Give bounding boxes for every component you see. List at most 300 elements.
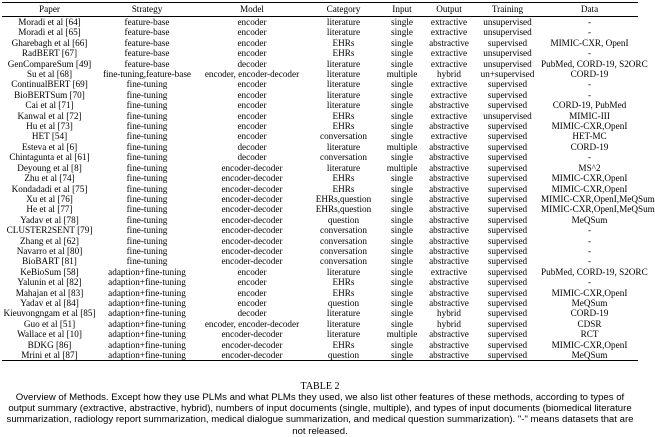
cell-model: encoder [237, 297, 267, 308]
table-row [2, 111, 638, 121]
cell-model: encoder [237, 266, 267, 277]
header-output: Output [424, 3, 474, 17]
cell-training: supervised [487, 121, 528, 132]
cell-input: single [391, 37, 413, 48]
cell-category: conversation [320, 256, 367, 267]
cell-data: MIMIC-CXR,OpenI,MeQSum [541, 193, 655, 204]
cell-data: - [587, 89, 592, 100]
cell-model: encoder-decoder [221, 245, 283, 256]
cell-training: un+supervised [480, 69, 535, 80]
cell-category: EHRs [332, 339, 355, 350]
cell-strategy: fine-tuning [126, 152, 168, 163]
cell-output: abstractive [429, 141, 469, 152]
cell-model: encoder [237, 48, 267, 59]
cell-strategy: adaption+fine-tuning [108, 329, 186, 340]
cell-model: decoder [237, 152, 267, 163]
cell-training: supervised [487, 214, 528, 225]
table-row [2, 131, 638, 141]
cell-output: abstractive [429, 173, 469, 184]
cell-paper: BDKG [86] [27, 339, 72, 350]
cell-paper: Mahajan et al [83] [15, 287, 84, 298]
cell-paper: Chintagunta et al [61] [9, 152, 90, 163]
cell-model: encoder [237, 100, 267, 111]
cell-paper: Yadav et al [84] [20, 297, 79, 308]
cell-model: encoder-decoder [221, 204, 283, 215]
cell-data: - [587, 277, 592, 288]
cell-model: encoder-decoder [221, 225, 283, 236]
table-header-row [2, 3, 638, 17]
cell-model: encoder-decoder [221, 183, 283, 194]
cell-output: abstractive [429, 256, 469, 267]
cell-model: encoder-decoder [221, 329, 283, 340]
cell-category: literature [326, 58, 361, 69]
cell-training: supervised [487, 162, 528, 173]
cell-paper: He et al [77] [26, 204, 73, 215]
table-row [2, 184, 638, 194]
cell-strategy: fine-tuning [126, 110, 168, 121]
cell-category: EHRs [332, 277, 355, 288]
table-row [2, 173, 638, 183]
cell-input: single [391, 121, 413, 132]
cell-training: unsupervised [483, 110, 532, 121]
cell-paper: Mrini et al [87] [2, 350, 97, 361]
cell-strategy: fine-tuning [126, 173, 168, 184]
cell-paper: CLUSTER2SENT [79] [6, 225, 93, 236]
table-row [2, 236, 638, 246]
cell-data: HET-MC [572, 131, 607, 142]
cell-paper: Moradi et al [64] [18, 17, 81, 27]
cell-category: EHRs [332, 287, 355, 298]
cell-category: conversation [320, 131, 367, 142]
cell-model: encoder-decoder [221, 339, 283, 350]
cell-output: abstractive [429, 37, 469, 48]
cell-training: supervised [487, 152, 528, 163]
cell-data: - [587, 27, 592, 38]
cell-category: EHRs,question [315, 193, 372, 204]
table-row [2, 298, 638, 308]
cell-data: PubMed, CORD-19, S2ORC [541, 58, 648, 69]
header-model: Model [197, 3, 307, 17]
table-row [2, 48, 638, 58]
cell-paper: Gharebagh et al [66] [11, 37, 88, 48]
table-row [2, 350, 638, 361]
cell-data: MS^2 [578, 162, 601, 173]
cell-category: literature [326, 79, 361, 90]
cell-model: encoder [237, 27, 267, 38]
cell-data: MIMIC-CXR,OpenI [551, 183, 628, 194]
cell-input: single [391, 287, 413, 298]
cell-output: abstractive [429, 183, 469, 194]
cell-model: encoder [237, 79, 267, 90]
cell-strategy: fine-tuning [126, 256, 168, 267]
cell-training: supervised [487, 37, 528, 48]
cell-strategy: fine-tuning [126, 225, 168, 236]
cell-training: supervised [487, 204, 528, 215]
cell-paper: GenCompareSum [49] [7, 58, 92, 69]
cell-output: extractive [430, 131, 468, 142]
cell-output: abstractive [429, 204, 469, 215]
cell-training: unsupervised [483, 48, 532, 59]
cell-training: supervised [487, 100, 528, 111]
cell-output: abstractive [429, 277, 469, 288]
cell-data: - [587, 48, 592, 59]
cell-category: EHRs [332, 110, 355, 121]
cell-training: supervised [487, 183, 528, 194]
cell-input: single [391, 339, 413, 350]
cell-category: literature [326, 329, 361, 340]
cell-training: supervised [487, 193, 528, 204]
cell-data: MIMIC-CXR,OpenI,MeQSum [541, 204, 655, 215]
cell-data: PubMed, CORD-19, S2ORC [541, 266, 648, 277]
cell-category: conversation [320, 245, 367, 256]
cell-category: conversation [320, 225, 367, 236]
cell-category: literature [326, 141, 361, 152]
cell-training: supervised [487, 277, 528, 288]
cell-training: supervised [487, 256, 528, 267]
table-row [2, 246, 638, 256]
cell-training: supervised [487, 141, 528, 152]
cell-training: supervised [487, 266, 528, 277]
cell-data: MeQSum [571, 214, 608, 225]
cell-output: abstractive [429, 162, 469, 173]
cell-training: supervised [474, 350, 541, 361]
cell-strategy: fine-tuning [126, 79, 168, 90]
cell-category: literature [326, 27, 361, 38]
cell-input: single [391, 245, 413, 256]
header-category: Category [307, 3, 380, 17]
table-row [2, 329, 638, 339]
cell-model: encoder [237, 277, 267, 288]
table-row [2, 152, 638, 162]
table-row [2, 204, 638, 214]
cell-category: question [307, 350, 380, 361]
table-row [2, 256, 638, 266]
table-row [2, 225, 638, 235]
cell-data: MIMIC-CXR,OpenI [551, 287, 628, 298]
cell-output: abstractive [424, 350, 474, 361]
cell-model: encoder-decoder [197, 350, 307, 361]
cell-data: - [587, 256, 592, 267]
cell-output: abstractive [429, 329, 469, 340]
cell-paper: Moradi et al [65] [18, 27, 81, 38]
cell-paper: Yadav et al [78] [20, 214, 79, 225]
table-row [2, 100, 638, 110]
cell-training: supervised [487, 225, 528, 236]
cell-training: supervised [487, 287, 528, 298]
table-row [2, 163, 638, 173]
cell-output: abstractive [429, 225, 469, 236]
cell-category: literature [326, 266, 361, 277]
table-body [2, 17, 655, 361]
cell-category: conversation [320, 152, 367, 163]
table-row [2, 142, 638, 152]
cell-output: extractive [430, 89, 468, 100]
cell-strategy: fine-tuning [126, 245, 168, 256]
table-row [2, 340, 638, 350]
table-row [2, 267, 638, 277]
cell-category: literature [326, 318, 361, 329]
cell-training: supervised [487, 308, 528, 319]
cell-output: hybrid [437, 308, 461, 319]
cell-model: encoder-decoder [221, 214, 283, 225]
cell-input: single [391, 100, 413, 111]
cell-paper: Zhang et al [62] [20, 235, 79, 246]
cell-paper: ContinualBERT [69] [11, 79, 88, 90]
cell-training: supervised [487, 245, 528, 256]
cell-training: supervised [487, 79, 528, 90]
cell-data: CDSR [577, 318, 602, 329]
cell-data: RCT [580, 329, 599, 340]
cell-strategy: adaption+fine-tuning [108, 339, 186, 350]
cell-paper: Su et al [68] [26, 69, 73, 80]
cell-input: single [391, 235, 413, 246]
cell-data: - [587, 235, 592, 246]
cell-input: single [391, 308, 413, 319]
cell-data: - [587, 79, 592, 90]
table-row [2, 38, 638, 48]
cell-output: extractive [430, 266, 468, 277]
cell-category: literature [326, 17, 361, 27]
cell-data: MIMIC-III [569, 110, 610, 121]
cell-input: single [391, 17, 413, 27]
cell-output: abstractive [429, 121, 469, 132]
cell-strategy: fine-tuning [126, 141, 168, 152]
cell-input: single [391, 27, 413, 38]
cell-paper: Wallace et al [10] [17, 329, 82, 340]
cell-input: single [391, 58, 413, 69]
cell-data: MIMIC-CXR,OpenI [551, 121, 628, 132]
cell-category: literature [326, 308, 361, 319]
cell-strategy: fine-tuning [126, 121, 168, 132]
cell-paper: RadBERT [67] [21, 48, 78, 59]
cell-output: abstractive [429, 339, 469, 350]
cell-input: multiple [386, 141, 418, 152]
cell-data: CORD-19 [570, 141, 609, 152]
cell-category: question [327, 297, 360, 308]
cell-paper: KeBioSum [58] [20, 266, 79, 277]
cell-category: EHRs [332, 37, 355, 48]
cell-input: single [391, 297, 413, 308]
cell-strategy: fine-tuning [126, 100, 168, 111]
cell-paper: Hu et al [73] [26, 121, 73, 132]
cell-data: - [587, 152, 592, 163]
cell-model: encoder-decoder [221, 256, 283, 267]
cell-input: single [391, 214, 413, 225]
header-paper: Paper [2, 3, 97, 17]
cell-training: supervised [487, 89, 528, 100]
cell-model: decoder [237, 308, 267, 319]
cell-category: question [327, 214, 360, 225]
cell-strategy: adaption+fine-tuning [108, 297, 186, 308]
table-row [2, 79, 638, 89]
cell-model: encoder-decoder [221, 235, 283, 246]
cell-strategy: fine-tuning [126, 162, 168, 173]
cell-output: extractive [430, 27, 468, 38]
methods-table-container [2, 2, 655, 361]
cell-input: multiple [386, 69, 418, 80]
table-row [2, 27, 638, 37]
cell-model: encoder [237, 37, 267, 48]
cell-model: encoder-decoder [221, 193, 283, 204]
cell-category: EHRs [332, 173, 355, 184]
cell-input: single [391, 173, 413, 184]
table-label: TABLE 2 [300, 381, 340, 392]
cell-output: abstractive [429, 287, 469, 298]
cell-paper: Yalunin et al [82] [17, 277, 82, 288]
cell-strategy: adaption+fine-tuning [108, 318, 186, 329]
cell-output: hybrid [437, 69, 461, 80]
cell-input: single [391, 193, 413, 204]
cell-paper: BioBART [81] [22, 256, 77, 267]
cell-model: encoder [237, 89, 267, 100]
cell-output: extractive [430, 48, 468, 59]
cell-strategy: fine-tuning [126, 214, 168, 225]
cell-output: abstractive [429, 235, 469, 246]
table-row [2, 277, 638, 287]
cell-strategy: fine-tuning,feature-base [102, 69, 191, 80]
cell-input: multiple [386, 329, 418, 340]
cell-input: single [391, 225, 413, 236]
table-row [2, 59, 638, 69]
cell-strategy: adaption+fine-tuning [108, 277, 186, 288]
cell-strategy: feature-base [124, 37, 170, 48]
cell-output: abstractive [429, 214, 469, 225]
cell-model: encoder-decoder [221, 162, 283, 173]
cell-category: EHRs,question [315, 204, 372, 215]
cell-training: unsupervised [483, 17, 532, 27]
header-input: Input [380, 3, 424, 17]
table-row [2, 319, 638, 329]
cell-input: single [391, 48, 413, 59]
header-strategy: Strategy [97, 3, 197, 17]
cell-model: encoder [237, 287, 267, 298]
cell-category: literature [326, 100, 361, 111]
cell-paper: Deyoung et al [8] [17, 162, 82, 173]
cell-data: - [587, 245, 592, 256]
table-row [2, 90, 638, 100]
cell-category: literature [326, 162, 361, 173]
cell-training: supervised [487, 235, 528, 246]
cell-data: CORD-19 [570, 69, 609, 80]
cell-paper: Navarro et al [80] [16, 245, 83, 256]
table-row [2, 308, 638, 318]
cell-category: conversation [320, 235, 367, 246]
cell-input: single [391, 256, 413, 267]
cell-strategy: fine-tuning [126, 183, 168, 194]
cell-input: single [391, 131, 413, 142]
cell-strategy: adaption+fine-tuning [108, 287, 186, 298]
cell-strategy: adaption+fine-tuning [97, 350, 197, 361]
table-row [2, 194, 638, 204]
cell-output: abstractive [429, 245, 469, 256]
cell-strategy: fine-tuning [126, 131, 168, 142]
cell-training: supervised [487, 173, 528, 184]
cell-paper: BioBERTSum [70] [14, 89, 85, 100]
header-data: Data [541, 3, 638, 17]
cell-model: encoder [237, 121, 267, 132]
cell-data: - [587, 17, 592, 27]
cell-input: single [391, 277, 413, 288]
cell-output: hybrid [437, 318, 461, 329]
cell-model: decoder [237, 141, 267, 152]
cell-paper: Kanwal et al [72] [17, 110, 82, 121]
cell-output: extractive [430, 79, 468, 90]
cell-input: single [380, 350, 424, 361]
cell-strategy: adaption+fine-tuning [108, 266, 186, 277]
cell-training: supervised [487, 297, 528, 308]
header-training: Training [474, 3, 541, 17]
cell-data: MeQSum [571, 297, 608, 308]
cell-input: single [391, 183, 413, 194]
cell-strategy: feature-base [124, 17, 170, 27]
cell-output: abstractive [429, 152, 469, 163]
cell-paper: HET [54] [31, 131, 68, 142]
cell-paper: Kondadadi et al [75] [11, 183, 88, 194]
cell-model: encoder [237, 17, 267, 27]
cell-model: encoder-decoder [221, 173, 283, 184]
cell-output: extractive [430, 58, 468, 69]
cell-paper: Guo et al [51] [23, 318, 76, 329]
cell-output: abstractive [429, 193, 469, 204]
cell-data: MeQSum [541, 350, 638, 361]
cell-strategy: fine-tuning [126, 89, 168, 100]
cell-model: encoder, encoder-decoder [204, 318, 300, 329]
cell-input: single [391, 89, 413, 100]
cell-data: CORD-19, PubMed [552, 100, 627, 111]
cell-strategy: fine-tuning [126, 204, 168, 215]
cell-strategy: fine-tuning [126, 193, 168, 204]
cell-strategy: adaption+fine-tuning [108, 308, 186, 319]
cell-training: supervised [487, 339, 528, 350]
cell-paper: Xu et al [76] [26, 193, 73, 204]
cell-paper: Zhu et al [74] [24, 173, 75, 184]
cell-input: single [391, 79, 413, 90]
cell-output: abstractive [429, 100, 469, 111]
cell-category: literature [326, 69, 361, 80]
cell-category: EHRs [332, 48, 355, 59]
cell-output: extractive [430, 110, 468, 121]
table-row [2, 17, 638, 28]
cell-input: single [391, 266, 413, 277]
cell-training: supervised [487, 131, 528, 142]
cell-input: single [391, 152, 413, 163]
table-row [2, 288, 638, 298]
cell-training: supervised [487, 318, 528, 329]
cell-input: single [391, 318, 413, 329]
cell-paper: Cai et al [71] [25, 100, 74, 111]
cell-model: encoder [237, 110, 267, 121]
cell-paper: Kieuvongngam et al [85] [3, 308, 96, 319]
cell-model: encoder [237, 131, 267, 142]
table-row [2, 69, 638, 79]
cell-model: decoder [237, 58, 267, 69]
cell-input: multiple [386, 162, 418, 173]
cell-category: literature [326, 89, 361, 100]
cell-data: CORD-19 [570, 308, 609, 319]
cell-strategy: feature-base [124, 48, 170, 59]
cell-output: abstractive [429, 297, 469, 308]
table-caption: Overview of Methods. Except how they use PLMs and what PLMs they used, we also list other features of these methods, according to types of output summary (extractive, abstractive, hybrid), numbers of input documents (single, multiple), and types of input documents (biomedical literature summarization, radiology report summarization, medical dialogue summarization, and medical question summarization). "-" means datasets that are not released. [6, 392, 634, 437]
cell-input: single [391, 204, 413, 215]
cell-input: single [391, 110, 413, 121]
cell-training: supervised [487, 329, 528, 340]
cell-paper: Esteva et al [6] [21, 141, 78, 152]
table-row [2, 215, 638, 225]
cell-strategy: fine-tuning [126, 235, 168, 246]
methods-table [2, 2, 655, 361]
cell-training: unsupervised [483, 58, 532, 69]
cell-category: EHRs [332, 121, 355, 132]
